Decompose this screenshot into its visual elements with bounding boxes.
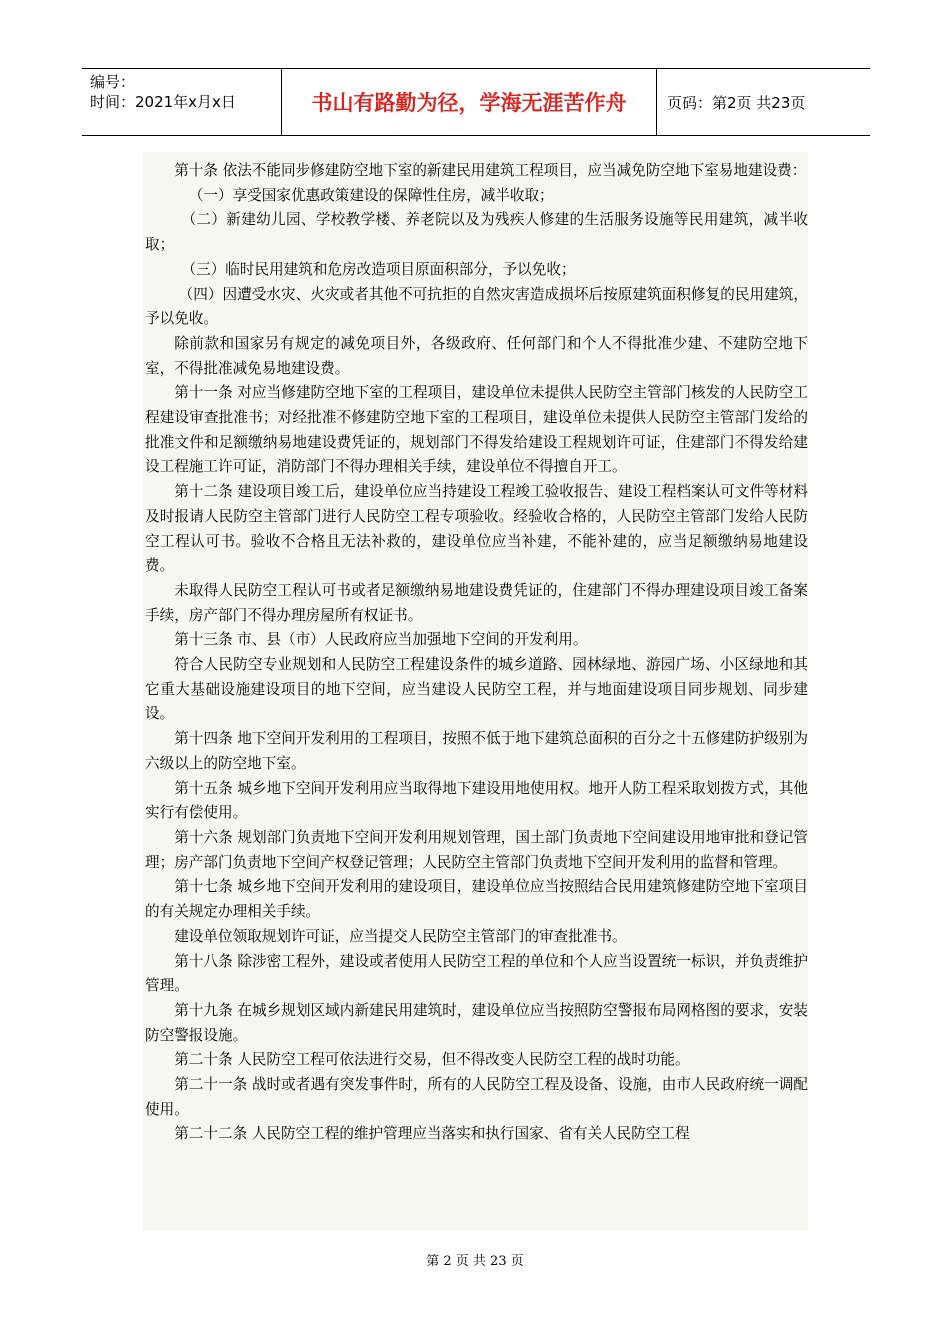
paragraph: （三）临时民用建筑和危房改造项目原面积部分，予以免收；: [181, 260, 576, 278]
paragraph: 第二十一条 战时或者遇有突发事件时，所有的人民防空工程及设备、设施，由市人民政府统一调配使用。: [145, 1076, 808, 1118]
paragraph: 第十条 依法不能同步修建防空地下室的新建民用建筑工程项目，应当减免防空地下室易地建设费：: [174, 162, 807, 179]
time-label: 时间：2021年x月x日: [90, 93, 236, 111]
paragraph: 除前款和国家另有规定的减免项目外，各级政府、任何部门和个人不得批准少建、不建防空地下室，不得批准减免易地建设费。: [145, 334, 808, 377]
page-footer: 第 2 页 共 23 页: [426, 1254, 524, 1269]
paragraph: 未取得人民防空工程认可书或者足额缴纳易地建设费凭证的，住建部门不得办理建设项目竣工备案手续，房产部门不得办理房屋所有权证书。: [145, 581, 808, 624]
paragraph: 第十二条 建设项目竣工后，建设单位应当持建设工程竣工验收报告、建设工程档案认可文件等材料及时报请人民防空主管部门进行人民防空工程专项验收。经验收合格的，人民防空主管部门发给人民防空工程认可书。验收不合格且无法补救的，建设单位应当补建，不能补建的，应当足额缴纳易地建设费。: [145, 483, 808, 575]
document-body: [143, 152, 808, 1230]
number-label: 编号：: [90, 73, 136, 91]
paragraph: 第十四条 地下空间开发利用的工程项目，按照不低于地下建筑总面积的百分之十五修建防护级别为六级以上的防空地下室。: [145, 730, 808, 772]
paragraph: 建设单位领取规划许可证，应当提交人民防空主管部门的审查批准书。: [174, 927, 627, 945]
paragraph: 第二十二条 人民防空工程的维护管理应当落实和执行国家、省有关人民防空工程: [174, 1125, 690, 1143]
paragraph: （一）享受国家优惠政策建设的保障性住房，减半收取；: [188, 186, 554, 204]
page-header: [82, 68, 870, 136]
paragraph: 第十一条 对应当修建防空地下室的工程项目，建设单位未提供人民防空主管部门核发的人民防空工程建设审查批准书；对经批准不修建防空地下室的工程项目，建设单位未提供人民防空主管部门发给的批准文件和足额缴纳易地建设费凭证的，规划部门不得发给建设工程规划许可证，住建部门不得发给建设工程施工许可证，消防部门不得办理相关手续，建设单位不得擅自开工。: [145, 384, 808, 476]
paragraph: （二）新建幼儿园、学校教学楼、养老院以及为残疾人修建的生活服务设施等民用建筑，减半收取；: [145, 211, 808, 254]
paragraph: 符合人民防空专业规划和人民防空工程建设条件的城乡道路、园林绿地、游园广场、小区绿地和其它重大基础设施建设项目的地下空间，应当建设人民防空工程，并与地面建设项目同步规划、同步建设。: [145, 656, 808, 723]
paragraph: （四）因遭受水灾、火灾或者其他不可抗拒的自然灾害造成损坏后按原建筑面积修复的民用建筑，予以免收。: [145, 285, 808, 328]
paragraph: 第十三条 市、县（市）人民政府应当加强地下空间的开发利用。: [174, 631, 588, 649]
header-meta: [82, 69, 282, 135]
motto: 书山有路勤为径，学海无涯苦作舟: [282, 69, 657, 135]
paragraph: 第十八条 除涉密工程外，建设或者使用人民防空工程的单位和个人应当设置统一标识，并负责维护管理。: [145, 952, 808, 995]
paragraph: 第十九条 在城乡规划区域内新建民用建筑时，建设单位应当按照防空警报布局网格图的要求，安装防空警报设施。: [145, 1001, 808, 1044]
paragraph: 第十五条 城乡地下空间开发利用应当取得地下建设用地使用权。地开人防工程采取划拨方式，其他实行有偿使用。: [145, 779, 808, 822]
paragraph: 第十六条 规划部门负责地下空间开发利用规划管理，国土部门负责地下空间建设用地审批和登记管理；房产部门负责地下空间产权登记管理；人民防空主管部门负责地下空间开发利用的监督和管理。: [145, 828, 808, 871]
paragraph: 第十七条 城乡地下空间开发利用的建设项目，建设单位应当按照结合民用建筑修建防空地下室项目的有关规定办理相关手续。: [145, 878, 808, 921]
page-info: 页码：第2页 共23页: [667, 93, 806, 112]
paragraph: 第二十条 人民防空工程可依法进行交易，但不得改变人民防空工程的战时功能。: [174, 1051, 690, 1069]
